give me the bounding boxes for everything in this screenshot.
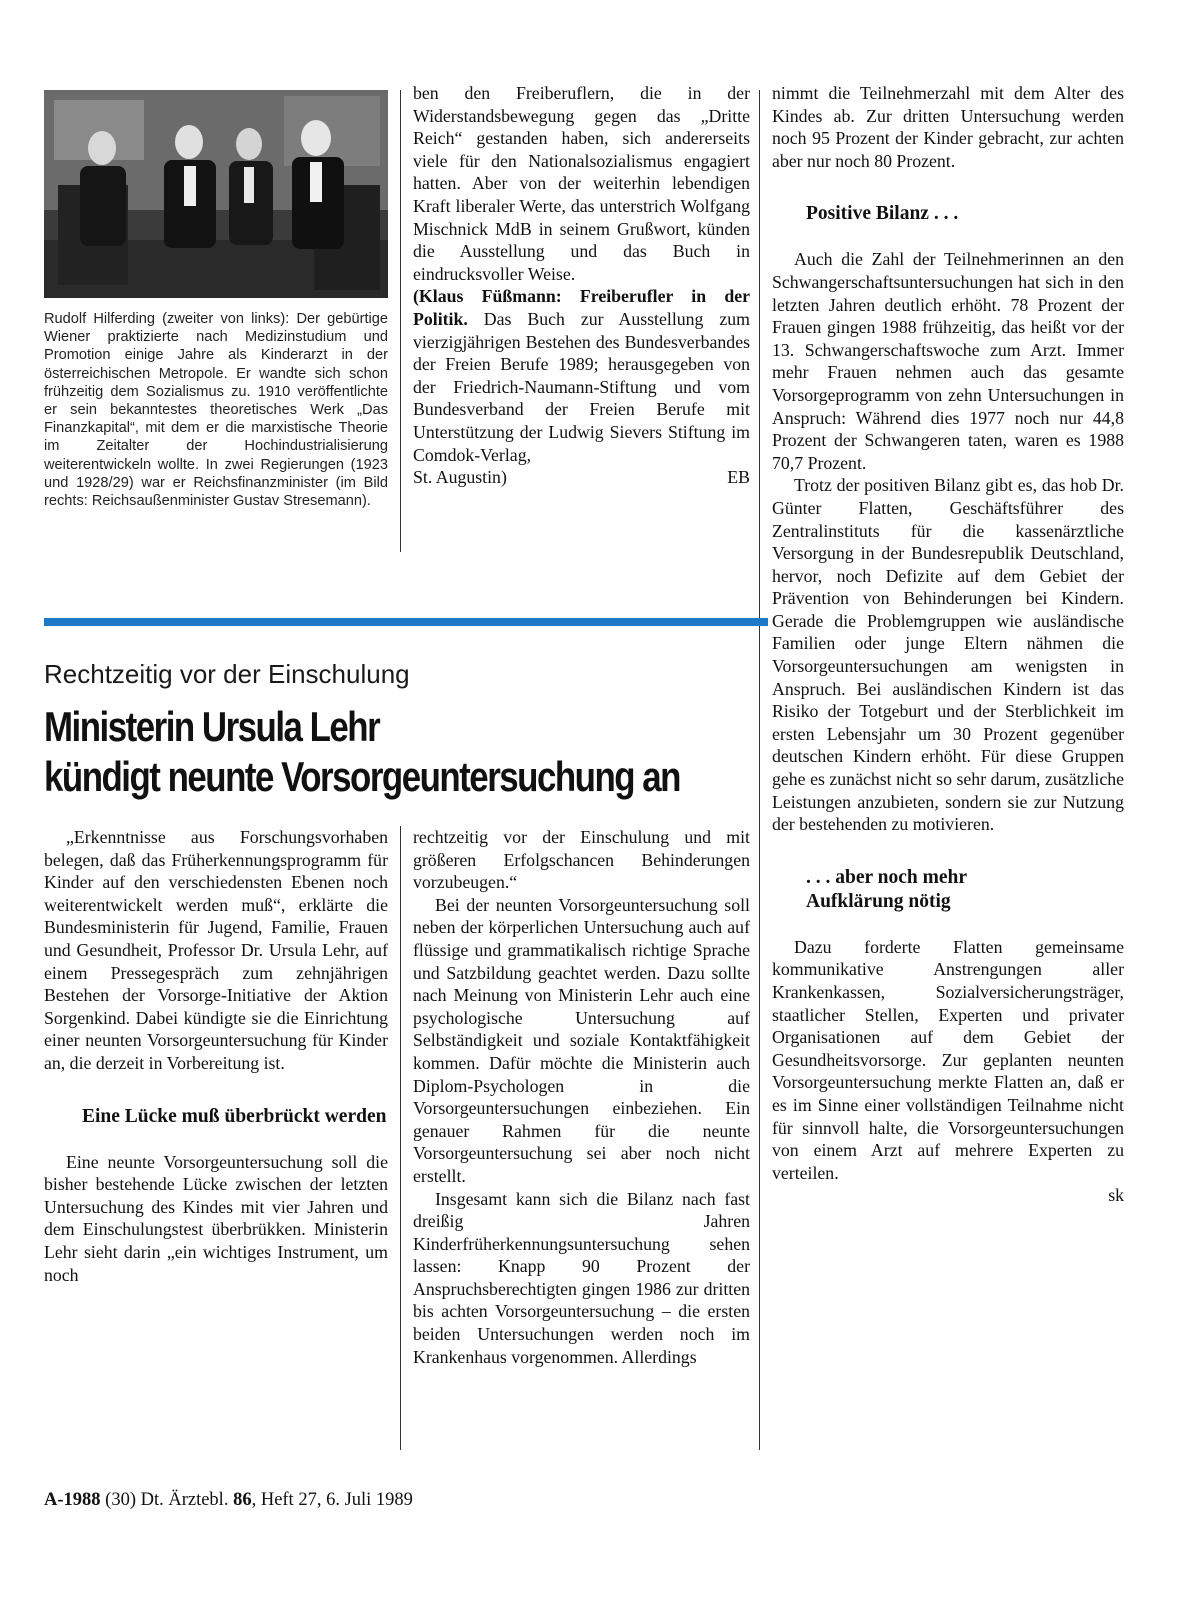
book-title: (Klaus Füßmann: Freiberufler in der Politik. — [413, 286, 750, 329]
top-middle-column — [413, 82, 750, 489]
column-rule — [400, 826, 401, 1450]
column-rule — [759, 90, 760, 1450]
article-column-1 — [44, 826, 388, 1286]
author-signature: EB — [727, 467, 750, 488]
article-column-3 — [772, 82, 1124, 1207]
footer-issue-date: , Heft 27, 6. Juli 1989 — [251, 1490, 413, 1510]
paragraph: Trotz der positiven Bilanz gibt es, das hob Dr. Günter Flatten, Geschäftsführer des Zentralinstituts für die kassenärztliche Versorgung in der Bundesrepublik Deutschland, hervor, noch Defizite auf dem Gebiet der Prävention von Behinderungen bei Kindern. Gerade die Problemgruppen wie ausländische Familien oder junge Eltern nähmen die Vorsorgeuntersuchungen am wenigsten in Anspruch. Bei ausländischen Kindern ist das Risiko der Totgeburt und der Sterblichkeit im ersten Lebensjahr um 30 Prozent gegenüber deutschen Kindern erhöht. Für diese Gruppen gehe es zunächst nicht so sehr darum, zusätzliche Leistungen anzubieten, sondern sie zur Nutzung der bestehenden zu motivieren. — [772, 475, 1124, 835]
photo-caption: Rudolf Hilferding (zweiter von links): Der gebürtige Wiener praktizierte nach Medizinstudium und Promotion einige Jahre als Kinderarzt in der österreichischen Metropole. Er wandte sich schon frühzeitig dem Sozialismus zu. 1910 veröffentlichte er sein bekanntestes theoretisches Werk „Das Finanzkapital“, mit dem er die marxistische Theorie im Zeitalter der Hochindustrialisierung weiterentwickeln wollte. In zwei Regierungen (1923 und 1928/29) war er Reichsfinanzminister (im Bild rechts: Reichsaußenminister Gustav Stresemann). — [44, 311, 388, 510]
paragraph: Auch die Zahl der Teilnehmerinnen an den Schwangerschaftsuntersuchungen hat sich in den letzten Jahren deutlich erhöht. 78 Prozent der Frauen gingen 1988 frühzeitig, das heißt vor der 13. Schwangerschaftswoche zum Arzt. Immer mehr Frauen nehmen auch das gesamte Vorsorgeprogramm von zehn Untersuchungen in Anspruch: Während dies 1977 noch nur 44,8 Prozent der Schwangeren taten, waren es 1988 70,7 Prozent. — [772, 249, 1124, 473]
column-rule — [400, 90, 401, 552]
paragraph: Eine neunte Vorsorgeuntersuchung soll die bisher bestehende Lücke zwischen der letzten Untersuchung des Kindes mit vier Jahren und dem Einschulungstest überbrükken. Ministerin Lehr sieht darin „ein wichtiges Instrument, um noch — [44, 1151, 388, 1285]
paragraph: ben den Freiberuflern, die in der Widerstandsbewegung gegen das „Dritte Reich“ gestanden haben, sich andererseits viele für den Nationalsozialismus engagiert hatten. Aber von der weiterhin lebendigen Kraft liberaler Werte, das unterstrich Wolfgang Mischnick MdB in seinem Grußwort, künden die Ausstellung und das Buch in eindrucksvoller Weise. — [413, 83, 750, 284]
article-signature: sk — [1108, 1185, 1124, 1206]
book-details: Das Buch zur Ausstellung zum vierzigjährigen Bestehen des Bundesverbandes der Freien Berufe 1989; herausgegeben von der Friedrich-Naumann-Stiftung und vom Bundesverband der Freien Berufe mit Unterstützung der Ludwig Sievers Stiftung im Comdok-Verlag, — [413, 308, 750, 465]
headline-line-1: Ministerin Ursula Lehr — [44, 703, 380, 750]
article-headline — [44, 702, 680, 802]
article-column-2 — [413, 826, 750, 1368]
headline-line-2: kündigt neunte Vorsorgeuntersuchung an — [44, 753, 680, 800]
footer-volume: 86 — [233, 1490, 252, 1510]
subheading: Positive Bilanz . . . — [806, 203, 959, 225]
paragraph: rechtzeitig vor der Einschulung und mit größeren Erfolgschancen Behinderungen vorzubeugen.“ — [413, 827, 750, 893]
page-footer — [44, 1488, 413, 1512]
paragraph: Insgesamt kann sich die Bilanz nach fast dreißig Jahren Kinderfrüherkennungsuntersuchung sehen lassen: Knapp 90 Prozent der Anspruchsberechtigten gingen 1986 zur dritten bis achten Vorsorgeuntersuchung – die ersten beiden Untersuchungen werden noch im Krankenhaus vorgenommen. Allerdings — [413, 1188, 750, 1367]
book-reference — [413, 285, 750, 466]
book-reference-last-line — [413, 466, 750, 489]
page-number: A-1988 — [44, 1490, 101, 1510]
footer-journal: (30) Dt. Ärztebl. — [100, 1490, 234, 1510]
article-kicker: Rechtzeitig vor der Einschulung — [44, 659, 410, 689]
paragraph: „Erkenntnisse aus Forschungsvorhaben belegen, daß das Früherkennungsprogramm für Kinder auf den verschiedensten Ebenen noch weiterentwickelt werden muß“, erklärte die Bundesministerin für Jugend, Familie, Frauen und Gesundheit, Professor Dr. Ursula Lehr, auf einem Pressegespräch zum zehnjährigen Bestehen der Vorsorge-Initiative der Aktion Sorgenkind. Dabei kündigte sie die Einrichtung einer neunten Vorsorgeuntersuchung für Kinder an, die derzeit in Vorbereitung ist. — [44, 827, 388, 1073]
photo-illustration — [44, 90, 388, 298]
book-publisher-location: St. Augustin) — [413, 467, 507, 488]
paragraph: nimmt die Teilnehmerzahl mit dem Alter des Kindes ab. Zur dritten Untersuchung werden noch 95 Prozent der Kinder gebracht, zur achten aber nur noch 80 Prozent. — [772, 83, 1124, 171]
paragraph: Dazu forderte Flatten gemeinsame kommunikative Anstrengungen aller Krankenkassen, Sozialversicherungsträger, staatlicher Stellen, Experten und privater Organisationen auf dem Gebiet der Gesundheitsvorsorge. Zur geplanten neunten Vorsorgeuntersuchung merkte Flatten an, daß er es im Sinne einer vollständigen Teilnahme nicht für sinnvoll halte, die Vorsorgeuntersuchungen von einem Arzt auf mehrere Experten zu verteilen. — [772, 936, 1124, 1183]
historical-photo — [44, 90, 388, 298]
subheading: . . . aber noch mehr Aufklärung nötig — [806, 866, 967, 912]
section-divider-bar — [44, 618, 768, 626]
paragraph: Bei der neunten Vorsorgeuntersuchung soll neben der körperlichen Untersuchung auch auf flüssige und grammatikalisch richtige Sprache und Satzbildung geachtet werden. Dazu sollte nach Meinung von Ministerin Lehr auch eine psychologische Untersuchung auf Selbständigkeit und soziale Kontaktfähigkeit kommen. Dafür möchte die Ministerin auch Diplom-Psychologen in die Vorsorgeuntersuchungen einbeziehen. Ein genauer Rahmen für die neunte Vorsorgeuntersuchung sei aber noch nicht erstellt. — [413, 894, 750, 1186]
subheading: Eine Lücke muß überbrückt werden — [82, 1105, 387, 1127]
